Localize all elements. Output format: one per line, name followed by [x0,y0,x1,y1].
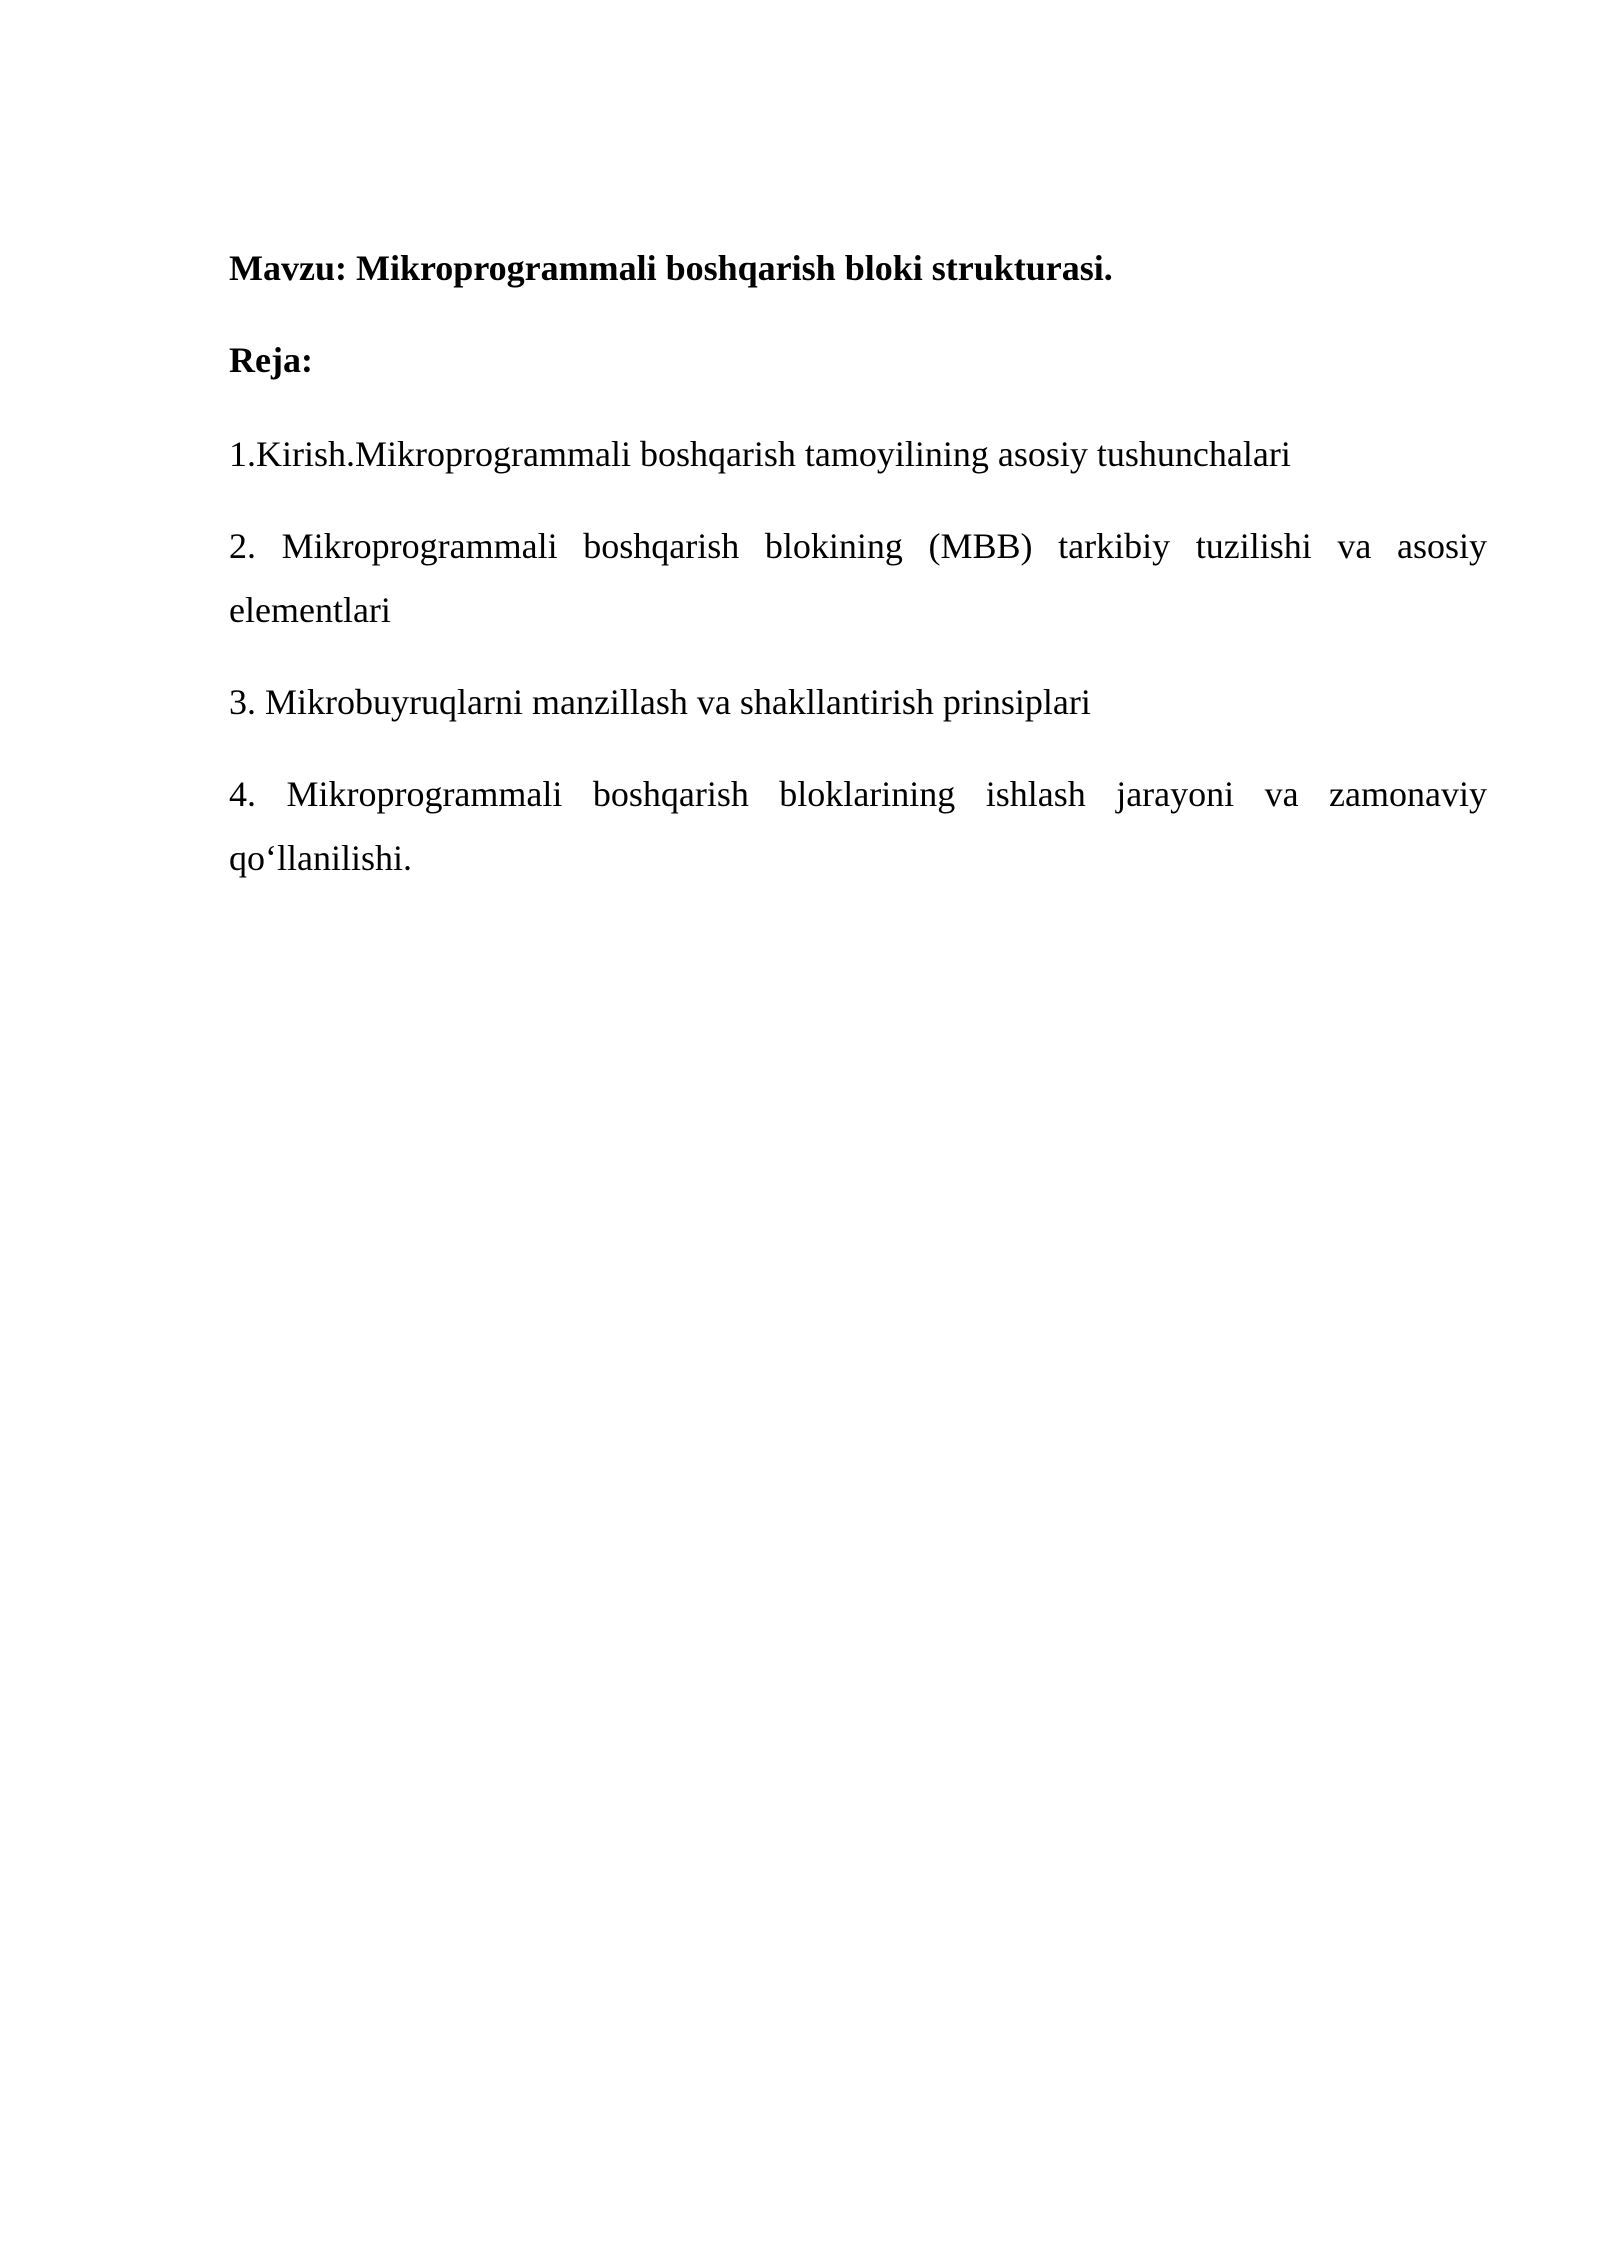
plan-item-3: 3. Mikrobuyruqlarni manzillash va shakllantirish prinsiplari [229,682,1091,722]
document-content [229,238,1487,918]
plan-item-4: 4. Mikroprogrammali boshqarish bloklarining ishlash jarayoni va zamonaviy qo‘llanilishi. [229,774,1487,878]
plan-list [229,422,1487,890]
document-title: Mavzu: Mikroprogrammali boshqarish bloki strukturasi. [229,248,1113,288]
plan-item-1: 1.Kirish.Mikroprogrammali boshqarish tamoyilining asosiy tushunchalari [229,434,1291,474]
plan-heading: Reja: [229,340,313,380]
plan-item-2: 2. Mikroprogrammali boshqarish blokining (MBB) tarkibiy tuzilishi va asosiy elementlari [229,526,1487,630]
